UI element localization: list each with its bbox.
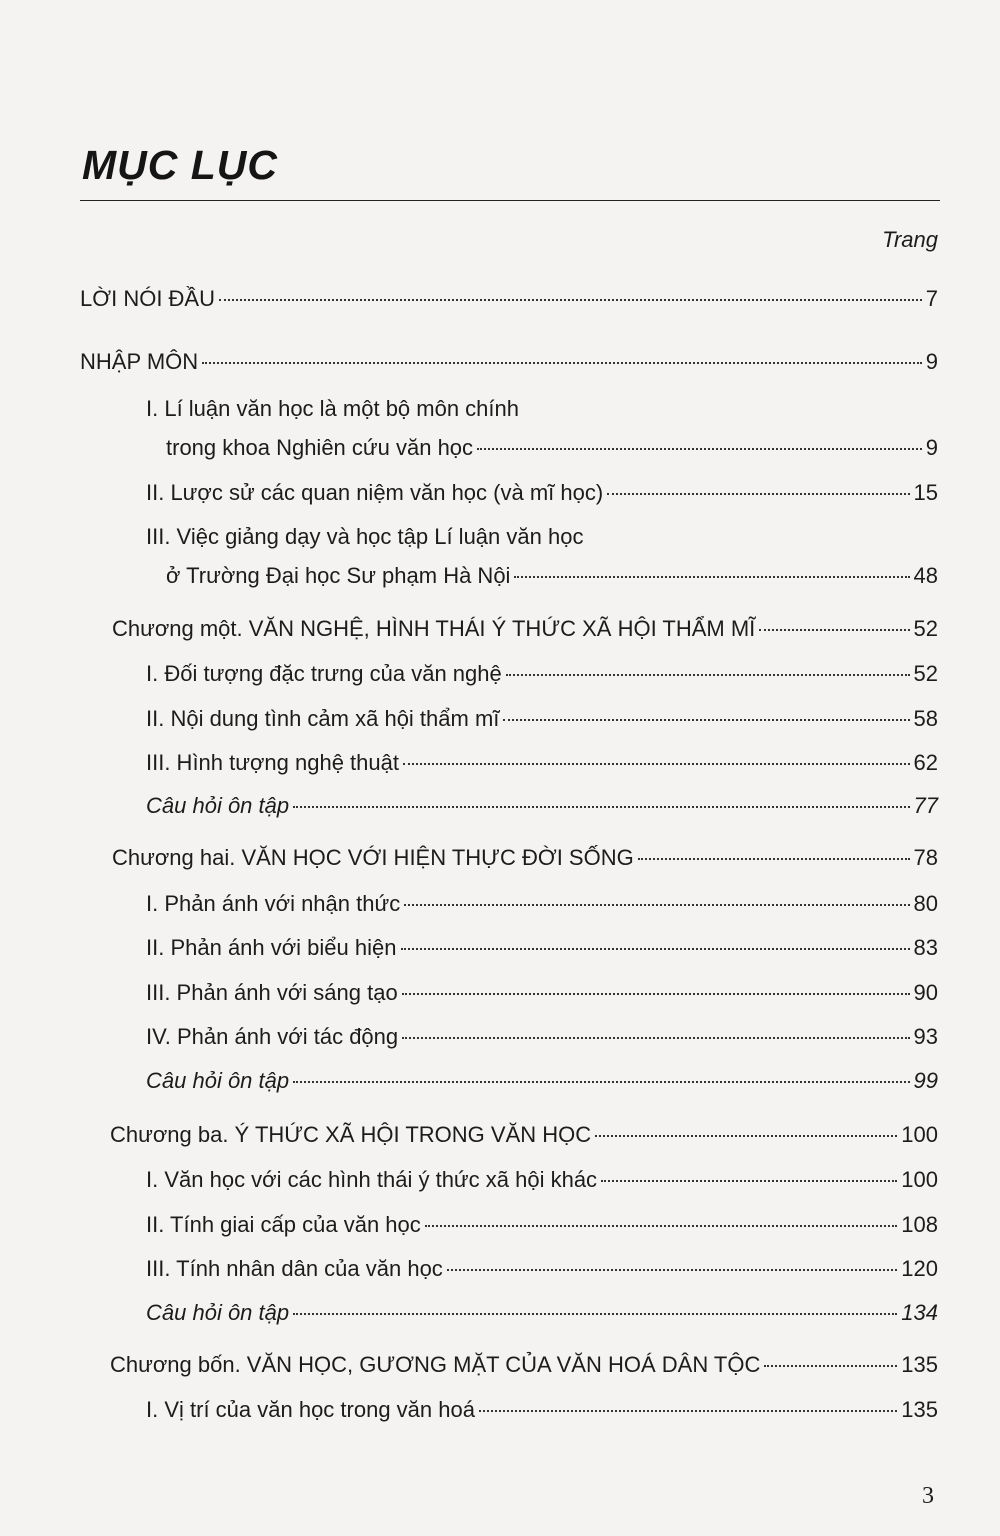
toc-entry <box>146 1256 938 1286</box>
toc-entry-title: trong khoa Nghiên cứu văn học <box>166 435 474 460</box>
toc-entry-page: 9 <box>925 349 938 374</box>
toc-entry <box>146 1024 938 1054</box>
dot-leader <box>402 1037 909 1039</box>
toc-entry-title: II. Nội dung tình cảm xã hội thẩm mĩ <box>146 706 500 731</box>
toc-entry-title: Chương một. VĂN NGHỆ, HÌNH THÁI Ý THỨC XÃ HỘI THẨM MĨ <box>112 616 756 641</box>
dot-leader <box>601 1180 897 1182</box>
toc-entry <box>80 286 938 316</box>
toc-entry-review-questions <box>146 793 938 823</box>
dot-leader <box>293 1313 897 1315</box>
dot-leader <box>759 629 909 631</box>
toc-entry-title: Chương ba. Ý THỨC XÃ HỘI TRONG VĂN HỌC <box>110 1122 592 1147</box>
toc-entry-page: 120 <box>901 1256 938 1281</box>
toc-entry <box>146 480 938 510</box>
toc-entry-title: I. Đối tượng đặc trưng của văn nghệ <box>146 661 502 686</box>
dot-leader <box>764 1365 897 1367</box>
toc-entry-page: 52 <box>913 661 938 686</box>
toc-entry-title: II. Tính giai cấp của văn học <box>146 1212 421 1237</box>
toc-entry <box>80 349 938 379</box>
toc-entry-title: III. Tính nhân dân của văn học <box>146 1256 443 1281</box>
dot-leader <box>447 1269 897 1271</box>
toc-entry-title: Câu hỏi ôn tập <box>146 793 290 818</box>
toc-entry-page: 78 <box>913 845 938 870</box>
page-number: 3 <box>922 1483 934 1509</box>
toc-entry-page: 100 <box>901 1167 938 1192</box>
toc-entry-title: I. Phản ánh với nhận thức <box>146 891 401 916</box>
toc-entry <box>110 1122 938 1152</box>
toc-entry-page: 9 <box>925 435 938 460</box>
toc-entry-review-questions <box>146 1068 938 1098</box>
toc-entry-title: Câu hỏi ôn tập <box>146 1300 290 1325</box>
dot-leader <box>219 299 922 301</box>
toc-entry-title: NHẬP MÔN <box>80 349 199 374</box>
toc-entry <box>146 1212 938 1242</box>
toc-entry-title: III. Hình tượng nghệ thuật <box>146 750 399 775</box>
toc-entry <box>146 980 938 1010</box>
dot-leader <box>293 806 909 808</box>
toc-entry-page: 62 <box>913 750 938 775</box>
toc-entry-page: 100 <box>901 1122 938 1147</box>
toc-entry-title: III. Phản ánh với sáng tạo <box>146 980 398 1005</box>
dot-leader <box>404 904 909 906</box>
toc-entry <box>146 661 938 691</box>
toc-entry-title: II. Lược sử các quan niệm văn học (và mĩ học) <box>146 480 604 505</box>
dot-leader <box>479 1410 897 1412</box>
toc-entry-page: 99 <box>913 1068 938 1093</box>
dot-leader <box>477 448 922 450</box>
toc-entry-title: Câu hỏi ôn tập <box>146 1068 290 1093</box>
toc-entry-page: 90 <box>913 980 938 1005</box>
dot-leader <box>402 993 910 995</box>
page-title: MỤC LỤC <box>82 142 279 188</box>
toc-entry <box>166 435 938 465</box>
page-column-header: Trang <box>882 227 938 252</box>
title-rule <box>80 200 940 201</box>
toc-entry-title: I. Văn học với các hình thái ý thức xã hội khác <box>146 1167 598 1192</box>
toc-entry <box>110 1352 938 1382</box>
toc-entry-title: LỜI NÓI ĐẦU <box>80 286 215 311</box>
toc-entry <box>146 891 938 921</box>
toc-entry <box>112 845 938 875</box>
dot-leader <box>202 362 922 364</box>
toc-entry-page: 52 <box>913 616 938 641</box>
dot-leader <box>401 948 910 950</box>
dot-leader <box>503 719 909 721</box>
toc-entry <box>146 750 938 780</box>
toc-entry-page: 77 <box>913 793 938 818</box>
toc-entry-title: Chương bốn. VĂN HỌC, GƯƠNG MẶT CỦA VĂN HOÁ DÂN TỘC <box>110 1352 761 1377</box>
toc-entry <box>146 1167 938 1197</box>
toc-entry-page: 58 <box>913 706 938 731</box>
toc-entry-page: 135 <box>901 1352 938 1377</box>
toc-entry-title: Chương hai. VĂN HỌC VỚI HIỆN THỰC ĐỜI SỐNG <box>112 845 634 870</box>
toc-entry-page: 80 <box>913 891 938 916</box>
dot-leader <box>595 1135 897 1137</box>
toc-entry-page: 108 <box>901 1212 938 1237</box>
toc-entry-first-line: I. Lí luận văn học là một bộ môn chính <box>146 396 520 421</box>
dot-leader <box>425 1225 898 1227</box>
dot-leader <box>506 674 910 676</box>
toc-entry-first-line: III. Việc giảng dạy và học tập Lí luận văn học <box>146 524 584 549</box>
toc-entry <box>146 706 938 736</box>
toc-entry-page: 15 <box>913 480 938 505</box>
dot-leader <box>293 1081 909 1083</box>
toc-entry-page: 7 <box>925 286 938 311</box>
dot-leader <box>403 763 910 765</box>
toc-entry-page: 93 <box>913 1024 938 1049</box>
toc-entry <box>146 935 938 965</box>
toc-entry-page: 135 <box>901 1397 938 1422</box>
toc-entry-page: 48 <box>913 563 938 588</box>
toc-entry-title: II. Phản ánh với biểu hiện <box>146 935 397 960</box>
toc-entry <box>146 1397 938 1427</box>
dot-leader <box>607 493 909 495</box>
toc-entry <box>166 563 938 593</box>
toc-entry-review-questions <box>146 1300 938 1330</box>
toc-entry-title: I. Vị trí của văn học trong văn hoá <box>146 1397 475 1422</box>
dot-leader <box>514 576 909 578</box>
toc-entry-title: IV. Phản ánh với tác động <box>146 1024 399 1049</box>
toc-entry-page: 83 <box>913 935 938 960</box>
toc-entry-title: ở Trường Đại học Sư phạm Hà Nội <box>166 563 511 588</box>
toc-entry-page: 134 <box>901 1300 938 1325</box>
toc-entry <box>112 616 938 646</box>
dot-leader <box>638 858 910 860</box>
